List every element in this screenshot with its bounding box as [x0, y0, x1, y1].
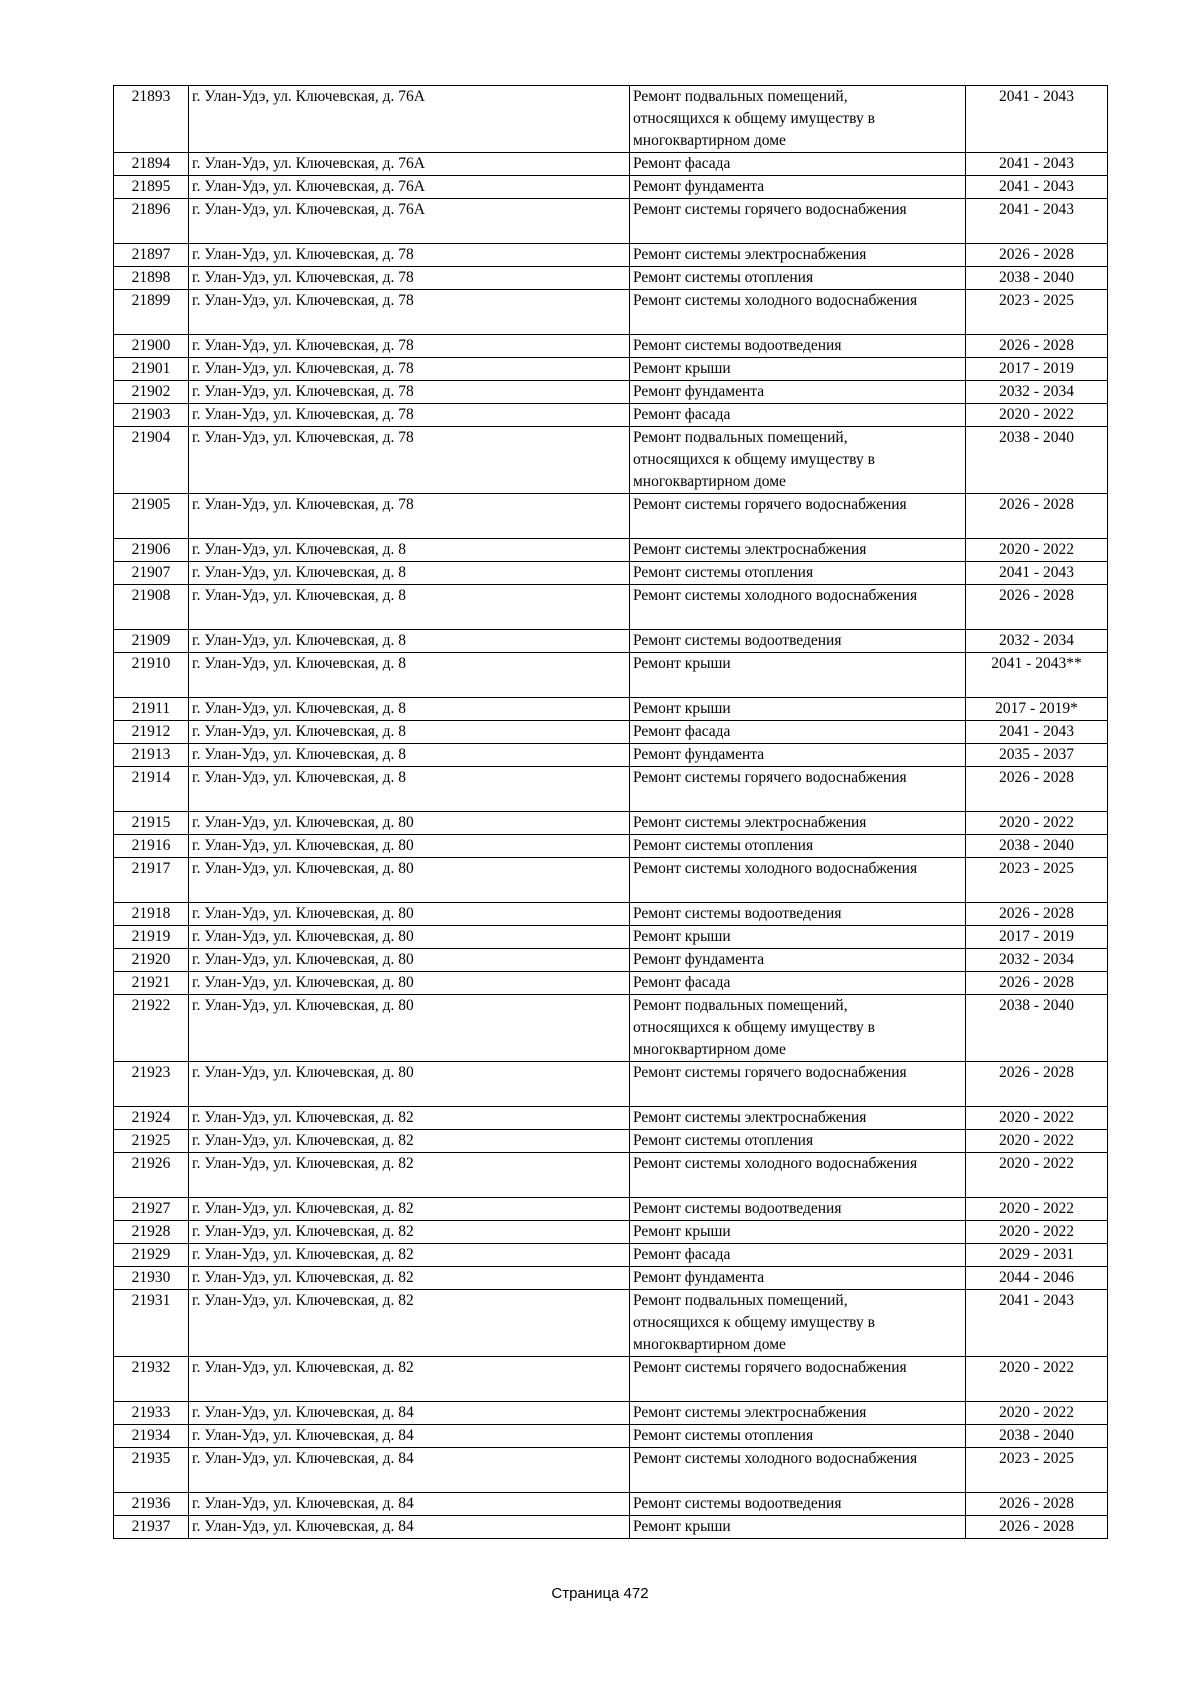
table-row — [114, 335, 1108, 358]
row-work-type: Ремонт системы отопления — [630, 267, 966, 290]
table-row — [114, 630, 1108, 653]
row-work-type: Ремонт системы отопления — [630, 1425, 966, 1448]
row-period: 2020 - 2022 — [966, 1153, 1108, 1198]
row-period: 2029 - 2031 — [966, 1244, 1108, 1267]
row-work-type: Ремонт системы электроснабжения — [630, 1402, 966, 1425]
row-address: г. Улан-Удэ, ул. Ключевская, д. 78 — [189, 381, 630, 404]
row-work-type: Ремонт фундамента — [630, 176, 966, 199]
table-row — [114, 926, 1108, 949]
row-period: 2020 - 2022 — [966, 1107, 1108, 1130]
row-address: г. Улан-Удэ, ул. Ключевская, д. 8 — [189, 767, 630, 812]
table-row — [114, 86, 1108, 153]
table-row — [114, 267, 1108, 290]
table-row — [114, 1290, 1108, 1357]
register-table-body — [114, 86, 1108, 1539]
row-period: 2020 - 2022 — [966, 1198, 1108, 1221]
row-work-type: Ремонт подвальных помещений, относящихся к общему имуществу в многоквартирном доме — [630, 427, 966, 494]
row-number: 21914 — [114, 767, 189, 812]
row-number: 21927 — [114, 1198, 189, 1221]
row-work-type: Ремонт системы отопления — [630, 1130, 966, 1153]
row-work-type: Ремонт системы холодного водоснабжения — [630, 1153, 966, 1198]
row-number: 21936 — [114, 1493, 189, 1516]
row-address: г. Улан-Удэ, ул. Ключевская, д. 78 — [189, 494, 630, 539]
table-row — [114, 949, 1108, 972]
row-work-type: Ремонт фасада — [630, 153, 966, 176]
row-work-type: Ремонт системы горячего водоснабжения — [630, 1062, 966, 1107]
row-work-type: Ремонт системы водоотведения — [630, 1198, 966, 1221]
row-number: 21933 — [114, 1402, 189, 1425]
row-period: 2032 - 2034 — [966, 381, 1108, 404]
row-work-type: Ремонт системы электроснабжения — [630, 1107, 966, 1130]
table-row — [114, 1062, 1108, 1107]
row-address: г. Улан-Удэ, ул. Ключевская, д. 80 — [189, 835, 630, 858]
table-row — [114, 427, 1108, 494]
row-number: 21894 — [114, 153, 189, 176]
row-address: г. Улан-Удэ, ул. Ключевская, д. 78 — [189, 335, 630, 358]
row-number: 21903 — [114, 404, 189, 427]
row-period: 2044 - 2046 — [966, 1267, 1108, 1290]
row-number: 21917 — [114, 858, 189, 903]
row-number: 21912 — [114, 721, 189, 744]
row-work-type: Ремонт системы водоотведения — [630, 335, 966, 358]
table-row — [114, 539, 1108, 562]
table-row — [114, 199, 1108, 244]
table-row — [114, 744, 1108, 767]
row-period: 2035 - 2037 — [966, 744, 1108, 767]
row-period: 2017 - 2019 — [966, 926, 1108, 949]
row-number: 21930 — [114, 1267, 189, 1290]
table-row — [114, 995, 1108, 1062]
row-number: 21916 — [114, 835, 189, 858]
row-number: 21910 — [114, 653, 189, 698]
row-period: 2023 - 2025 — [966, 290, 1108, 335]
row-address: г. Улан-Удэ, ул. Ключевская, д. 80 — [189, 903, 630, 926]
row-work-type: Ремонт фундамента — [630, 1267, 966, 1290]
row-address: г. Улан-Удэ, ул. Ключевская, д. 78 — [189, 244, 630, 267]
row-period: 2023 - 2025 — [966, 858, 1108, 903]
row-work-type: Ремонт крыши — [630, 926, 966, 949]
row-work-type: Ремонт системы холодного водоснабжения — [630, 1448, 966, 1493]
table-row — [114, 721, 1108, 744]
row-work-type: Ремонт подвальных помещений, относящихся к общему имуществу в многоквартирном доме — [630, 86, 966, 153]
row-number: 21905 — [114, 494, 189, 539]
row-number: 21928 — [114, 1221, 189, 1244]
row-work-type: Ремонт системы горячего водоснабжения — [630, 199, 966, 244]
row-number: 21926 — [114, 1153, 189, 1198]
row-period: 2026 - 2028 — [966, 244, 1108, 267]
row-period: 2026 - 2028 — [966, 972, 1108, 995]
table-row — [114, 1357, 1108, 1402]
row-work-type: Ремонт подвальных помещений, относящихся к общему имуществу в многоквартирном доме — [630, 995, 966, 1062]
table-row — [114, 1221, 1108, 1244]
table-row — [114, 1153, 1108, 1198]
row-address: г. Улан-Удэ, ул. Ключевская, д. 82 — [189, 1153, 630, 1198]
row-address: г. Улан-Удэ, ул. Ключевская, д. 76А — [189, 176, 630, 199]
row-work-type: Ремонт системы горячего водоснабжения — [630, 494, 966, 539]
table-row — [114, 381, 1108, 404]
row-number: 21901 — [114, 358, 189, 381]
row-address: г. Улан-Удэ, ул. Ключевская, д. 82 — [189, 1198, 630, 1221]
row-work-type: Ремонт системы водоотведения — [630, 903, 966, 926]
row-period: 2038 - 2040 — [966, 267, 1108, 290]
row-period: 2041 - 2043 — [966, 199, 1108, 244]
row-period: 2041 - 2043 — [966, 562, 1108, 585]
table-row — [114, 858, 1108, 903]
table-row — [114, 358, 1108, 381]
table-row — [114, 1130, 1108, 1153]
row-address: г. Улан-Удэ, ул. Ключевская, д. 8 — [189, 585, 630, 630]
row-number: 21922 — [114, 995, 189, 1062]
row-work-type: Ремонт системы электроснабжения — [630, 539, 966, 562]
table-row — [114, 1448, 1108, 1493]
row-address: г. Улан-Удэ, ул. Ключевская, д. 76А — [189, 86, 630, 153]
table-row — [114, 812, 1108, 835]
row-number: 21931 — [114, 1290, 189, 1357]
row-address: г. Улан-Удэ, ул. Ключевская, д. 80 — [189, 812, 630, 835]
row-work-type: Ремонт фасада — [630, 1244, 966, 1267]
table-row — [114, 767, 1108, 812]
page-number: Страница 472 — [551, 1585, 649, 1602]
table-row — [114, 494, 1108, 539]
row-number: 21925 — [114, 1130, 189, 1153]
row-work-type: Ремонт системы горячего водоснабжения — [630, 1357, 966, 1402]
table-row — [114, 404, 1108, 427]
row-period: 2032 - 2034 — [966, 949, 1108, 972]
row-address: г. Улан-Удэ, ул. Ключевская, д. 78 — [189, 427, 630, 494]
row-period: 2017 - 2019* — [966, 698, 1108, 721]
table-row — [114, 1493, 1108, 1516]
table-row — [114, 290, 1108, 335]
row-address: г. Улан-Удэ, ул. Ключевская, д. 82 — [189, 1267, 630, 1290]
row-address: г. Улан-Удэ, ул. Ключевская, д. 8 — [189, 562, 630, 585]
row-period: 2041 - 2043 — [966, 153, 1108, 176]
row-work-type: Ремонт крыши — [630, 1516, 966, 1539]
row-number: 21929 — [114, 1244, 189, 1267]
row-period: 2026 - 2028 — [966, 1493, 1108, 1516]
row-work-type: Ремонт крыши — [630, 653, 966, 698]
row-number: 21902 — [114, 381, 189, 404]
row-period: 2038 - 2040 — [966, 995, 1108, 1062]
row-number: 21924 — [114, 1107, 189, 1130]
row-address: г. Улан-Удэ, ул. Ключевская, д. 78 — [189, 358, 630, 381]
row-number: 21907 — [114, 562, 189, 585]
row-work-type: Ремонт системы электроснабжения — [630, 244, 966, 267]
table-row — [114, 1402, 1108, 1425]
row-period: 2026 - 2028 — [966, 903, 1108, 926]
table-row — [114, 1107, 1108, 1130]
row-period: 2020 - 2022 — [966, 404, 1108, 427]
row-address: г. Улан-Удэ, ул. Ключевская, д. 76А — [189, 199, 630, 244]
row-number: 21908 — [114, 585, 189, 630]
row-address: г. Улан-Удэ, ул. Ключевская, д. 80 — [189, 1062, 630, 1107]
row-address: г. Улан-Удэ, ул. Ключевская, д. 84 — [189, 1493, 630, 1516]
table-row — [114, 562, 1108, 585]
row-period: 2020 - 2022 — [966, 1130, 1108, 1153]
row-period: 2038 - 2040 — [966, 427, 1108, 494]
row-address: г. Улан-Удэ, ул. Ключевская, д. 82 — [189, 1130, 630, 1153]
row-work-type: Ремонт системы электроснабжения — [630, 812, 966, 835]
row-number: 21921 — [114, 972, 189, 995]
row-number: 21900 — [114, 335, 189, 358]
row-work-type: Ремонт фундамента — [630, 744, 966, 767]
row-address: г. Улан-Удэ, ул. Ключевская, д. 78 — [189, 267, 630, 290]
table-row — [114, 153, 1108, 176]
row-work-type: Ремонт системы холодного водоснабжения — [630, 290, 966, 335]
table-row — [114, 176, 1108, 199]
row-work-type: Ремонт системы холодного водоснабжения — [630, 585, 966, 630]
row-number: 21911 — [114, 698, 189, 721]
row-period: 2017 - 2019 — [966, 358, 1108, 381]
table-row — [114, 903, 1108, 926]
row-number: 21920 — [114, 949, 189, 972]
row-address: г. Улан-Удэ, ул. Ключевская, д. 8 — [189, 653, 630, 698]
row-address: г. Улан-Удэ, ул. Ключевская, д. 84 — [189, 1448, 630, 1493]
row-number: 21913 — [114, 744, 189, 767]
row-address: г. Улан-Удэ, ул. Ключевская, д. 80 — [189, 949, 630, 972]
table-row — [114, 585, 1108, 630]
row-period: 2041 - 2043 — [966, 176, 1108, 199]
row-period: 2026 - 2028 — [966, 335, 1108, 358]
table-row — [114, 698, 1108, 721]
row-period: 2026 - 2028 — [966, 1516, 1108, 1539]
row-period: 2026 - 2028 — [966, 1062, 1108, 1107]
row-number: 21895 — [114, 176, 189, 199]
row-work-type: Ремонт фасада — [630, 972, 966, 995]
row-address: г. Улан-Удэ, ул. Ключевская, д. 82 — [189, 1221, 630, 1244]
row-address: г. Улан-Удэ, ул. Ключевская, д. 8 — [189, 721, 630, 744]
row-address: г. Улан-Удэ, ул. Ключевская, д. 76А — [189, 153, 630, 176]
row-address: г. Улан-Удэ, ул. Ключевская, д. 80 — [189, 995, 630, 1062]
row-address: г. Улан-Удэ, ул. Ключевская, д. 78 — [189, 290, 630, 335]
row-work-type: Ремонт системы холодного водоснабжения — [630, 858, 966, 903]
row-work-type: Ремонт фундамента — [630, 381, 966, 404]
row-address: г. Улан-Удэ, ул. Ключевская, д. 84 — [189, 1402, 630, 1425]
table-row — [114, 835, 1108, 858]
row-number: 21923 — [114, 1062, 189, 1107]
table-row — [114, 653, 1108, 698]
row-work-type: Ремонт фундамента — [630, 949, 966, 972]
row-number: 21899 — [114, 290, 189, 335]
row-work-type: Ремонт фасада — [630, 404, 966, 427]
table-row — [114, 1244, 1108, 1267]
row-address: г. Улан-Удэ, ул. Ключевская, д. 84 — [189, 1425, 630, 1448]
row-number: 21915 — [114, 812, 189, 835]
row-address: г. Улан-Удэ, ул. Ключевская, д. 82 — [189, 1107, 630, 1130]
row-work-type: Ремонт системы водоотведения — [630, 1493, 966, 1516]
row-period: 2038 - 2040 — [966, 1425, 1108, 1448]
row-period: 2020 - 2022 — [966, 812, 1108, 835]
row-period: 2038 - 2040 — [966, 835, 1108, 858]
row-period: 2020 - 2022 — [966, 1221, 1108, 1244]
row-number: 21934 — [114, 1425, 189, 1448]
row-number: 21932 — [114, 1357, 189, 1402]
table-row — [114, 1425, 1108, 1448]
row-work-type: Ремонт подвальных помещений, относящихся к общему имуществу в многоквартирном доме — [630, 1290, 966, 1357]
row-period: 2023 - 2025 — [966, 1448, 1108, 1493]
row-period: 2020 - 2022 — [966, 1402, 1108, 1425]
row-work-type: Ремонт фасада — [630, 721, 966, 744]
row-address: г. Улан-Удэ, ул. Ключевская, д. 78 — [189, 404, 630, 427]
row-number: 21897 — [114, 244, 189, 267]
row-number: 21904 — [114, 427, 189, 494]
row-period: 2020 - 2022 — [966, 539, 1108, 562]
row-work-type: Ремонт системы отопления — [630, 835, 966, 858]
row-number: 21906 — [114, 539, 189, 562]
row-address: г. Улан-Удэ, ул. Ключевская, д. 80 — [189, 858, 630, 903]
row-period: 2041 - 2043 — [966, 721, 1108, 744]
row-work-type: Ремонт системы горячего водоснабжения — [630, 767, 966, 812]
row-address: г. Улан-Удэ, ул. Ключевская, д. 80 — [189, 926, 630, 949]
row-period: 2026 - 2028 — [966, 494, 1108, 539]
row-address: г. Улан-Удэ, ул. Ключевская, д. 82 — [189, 1357, 630, 1402]
row-address: г. Улан-Удэ, ул. Ключевская, д. 80 — [189, 972, 630, 995]
row-number: 21893 — [114, 86, 189, 153]
row-number: 21937 — [114, 1516, 189, 1539]
row-number: 21919 — [114, 926, 189, 949]
table-row — [114, 1198, 1108, 1221]
row-period: 2032 - 2034 — [966, 630, 1108, 653]
row-work-type: Ремонт крыши — [630, 1221, 966, 1244]
row-address: г. Улан-Удэ, ул. Ключевская, д. 8 — [189, 698, 630, 721]
row-work-type: Ремонт крыши — [630, 698, 966, 721]
row-work-type: Ремонт системы отопления — [630, 562, 966, 585]
row-period: 2020 - 2022 — [966, 1357, 1108, 1402]
row-address: г. Улан-Удэ, ул. Ключевская, д. 84 — [189, 1516, 630, 1539]
row-address: г. Улан-Удэ, ул. Ключевская, д. 8 — [189, 630, 630, 653]
row-number: 21909 — [114, 630, 189, 653]
row-period: 2041 - 2043 — [966, 86, 1108, 153]
table-row — [114, 1267, 1108, 1290]
row-period: 2041 - 2043** — [966, 653, 1108, 698]
row-address: г. Улан-Удэ, ул. Ключевская, д. 8 — [189, 744, 630, 767]
row-number: 21935 — [114, 1448, 189, 1493]
row-number: 21918 — [114, 903, 189, 926]
row-address: г. Улан-Удэ, ул. Ключевская, д. 8 — [189, 539, 630, 562]
row-address: г. Улан-Удэ, ул. Ключевская, д. 82 — [189, 1244, 630, 1267]
row-address: г. Улан-Удэ, ул. Ключевская, д. 82 — [189, 1290, 630, 1357]
row-work-type: Ремонт системы водоотведения — [630, 630, 966, 653]
row-number: 21898 — [114, 267, 189, 290]
table-row — [114, 1516, 1108, 1539]
row-number: 21896 — [114, 199, 189, 244]
row-period: 2041 - 2043 — [966, 1290, 1108, 1357]
register-table — [113, 85, 1108, 1539]
row-work-type: Ремонт крыши — [630, 358, 966, 381]
table-row — [114, 972, 1108, 995]
row-period: 2026 - 2028 — [966, 585, 1108, 630]
row-period: 2026 - 2028 — [966, 767, 1108, 812]
table-row — [114, 244, 1108, 267]
